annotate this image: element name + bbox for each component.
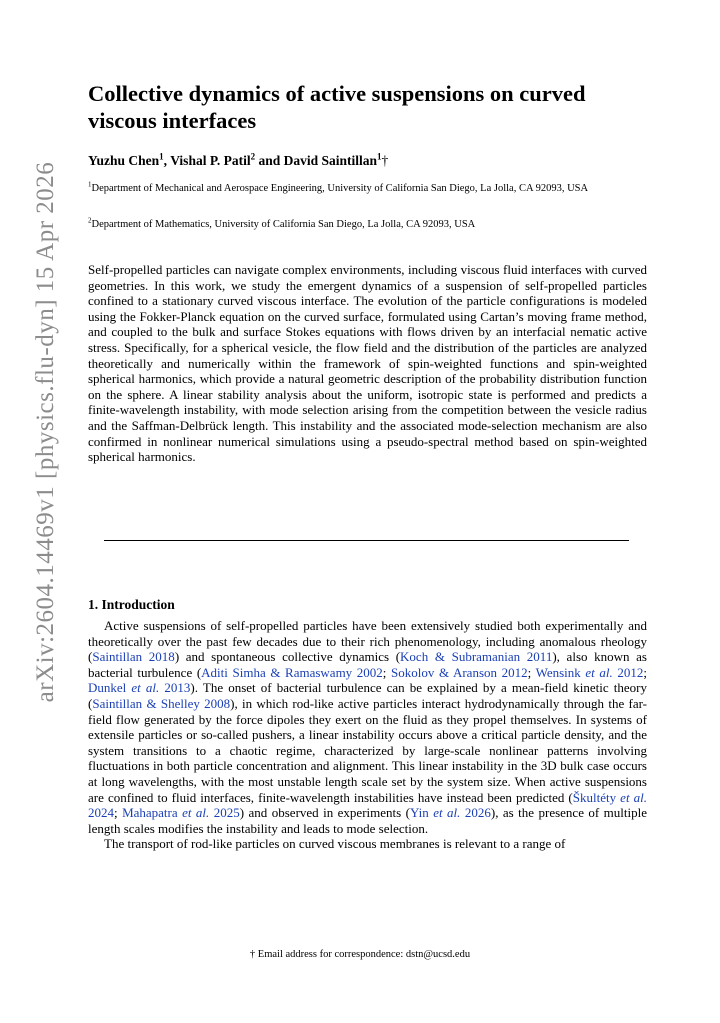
affiliation-number: 1: [88, 180, 92, 189]
section-heading: [88, 597, 175, 613]
author-list: [88, 153, 388, 169]
author-affil-mark: 1: [377, 151, 382, 162]
body-text: ), in which rod-like active particles interact hydrodynamically through the far-field flow generated by the force dipoles they exert on the fluid as they propel themselves. In systems of extensile particles or so-called pushers, a linear instability occurs above a critical particle density, and the system transitions to a chaotic regime, characterized by large-scale nonlinear patterns involving fluctuations in both particle concentration and alignment. This linear instability in the 3D bulk case occurs at long wavelengths, with the most unstable length scale set by the system size. When active suspensions are confined to fluid interfaces, finite-wavelength instabilities have instead been predicted (: [88, 695, 647, 805]
citation-link[interactable]: Aditi Simha & Ramaswamy 2002: [201, 664, 383, 680]
citation-link[interactable]: Dunkel et al. 2013: [88, 680, 191, 696]
citation-link[interactable]: Saintillan 2018: [92, 649, 175, 665]
body-text: ) and observed in experiments (: [239, 805, 410, 821]
citation-link[interactable]: Mahapatra et al. 2025: [122, 805, 240, 821]
author-affil-mark: 2: [250, 151, 256, 162]
citation-link[interactable]: Saintillan & Shelley 2008: [92, 695, 231, 711]
affiliation: [88, 218, 648, 231]
citation-link[interactable]: Wensink et al. 2012: [535, 664, 644, 680]
citation-link[interactable]: Škultéty et al. 2024: [88, 789, 647, 821]
section-title: Introduction: [101, 597, 175, 612]
body-text: ;: [114, 805, 123, 821]
author-affil-mark: 1: [159, 151, 164, 162]
correspondence-footnote: † Email address for correspondence: dstn@ucsd.edu: [249, 949, 471, 960]
arxiv-identifier: arXiv:2604.14469v1 [physics.flu-dyn] 15 Apr 2026: [32, 161, 59, 703]
body-text: ) and spontaneous collective dynamics (: [174, 649, 401, 665]
citation-link[interactable]: Koch & Subramanian 2011: [400, 649, 553, 665]
section-divider: [104, 540, 629, 541]
author-separator: ,: [163, 153, 171, 168]
arxiv-identifier-sidebar: [26, 0, 66, 1023]
paper-title: Collective dynamics of active suspensions on curved viscous interfaces: [88, 81, 586, 133]
abstract: Self-propelled particles can navigate complex environments, including viscous fluid interfaces with curved geometries. In this work, we study the emergent dynamics of a suspension of self-propelled particles confined to a stationary curved viscous interface. The evolution of the particle configurations is modeled using the Fokker-Planck equation on the curved surface, formulated using Cartan’s moving frame method, and coupled to the bulk and surface Stokes equations with flows driven by an interfacial nematic active stress. Specifically, for a spherical vesicle, the flow field and the distribution of the particles are analyzed theoretically and numerically within the framework of spin-weighted functions and spin-weighted spherical harmonics, which provide a natural geometric description of the probability distribution function on the sphere. A linear stability analysis about the uniform, isotropic state is performed and predicts a finite-wavelength instability, with mode selection arising from the competition between the vesicle radius and the Saffman-Delbrück length. This instability and the associated mode-selection mechanism are also confirmed in nonlinear numerical simulations using a pseudo-spectral method based on spin-weighted spherical harmonics.: [88, 262, 647, 465]
author-name: Yuzhu Chen: [88, 153, 160, 168]
author-name: Vishal P. Patil: [170, 153, 251, 168]
author-name: David Saintillan: [283, 153, 378, 168]
paragraph: The transport of rod-like particles on curved viscous membranes is relevant to a range of: [104, 836, 566, 852]
affiliation: [88, 182, 648, 195]
introduction-body: [88, 618, 647, 852]
author-separator: and: [255, 153, 284, 168]
body-text: ), as the presence of multiple length scales modifies the instability and leads to mode selection.: [88, 805, 648, 836]
affiliation-text: Department of Mathematics, University of California San Diego, La Jolla, CA 92093, USA: [91, 219, 476, 230]
citation-link[interactable]: Sokolov & Aranson 2012: [391, 664, 528, 680]
paragraph: [88, 618, 647, 836]
corresponding-author-mark: †: [381, 153, 389, 168]
body-text: ;: [527, 664, 536, 680]
body-text: ;: [643, 664, 647, 680]
body-text: ). The onset of bacterial turbulence can be explained by a mean-field kinetic theory (: [88, 680, 648, 711]
affiliation-number: 2: [88, 216, 92, 225]
citation-link[interactable]: Yin et al. 2026: [409, 805, 491, 821]
section-number: 1.: [88, 597, 99, 612]
body-text: Active suspensions of self-propelled particles have been extensively studied both experimentally and theoretically over the past few decades due to their rich phenomenology, including anomalous rheology (: [88, 618, 647, 665]
affiliation-text: Department of Mechanical and Aerospace Engineering, University of California San Diego, La Jolla, CA 92093, USA: [91, 183, 589, 194]
body-text: ), also known as bacterial turbulence (: [88, 649, 647, 680]
body-text: ;: [382, 664, 392, 680]
